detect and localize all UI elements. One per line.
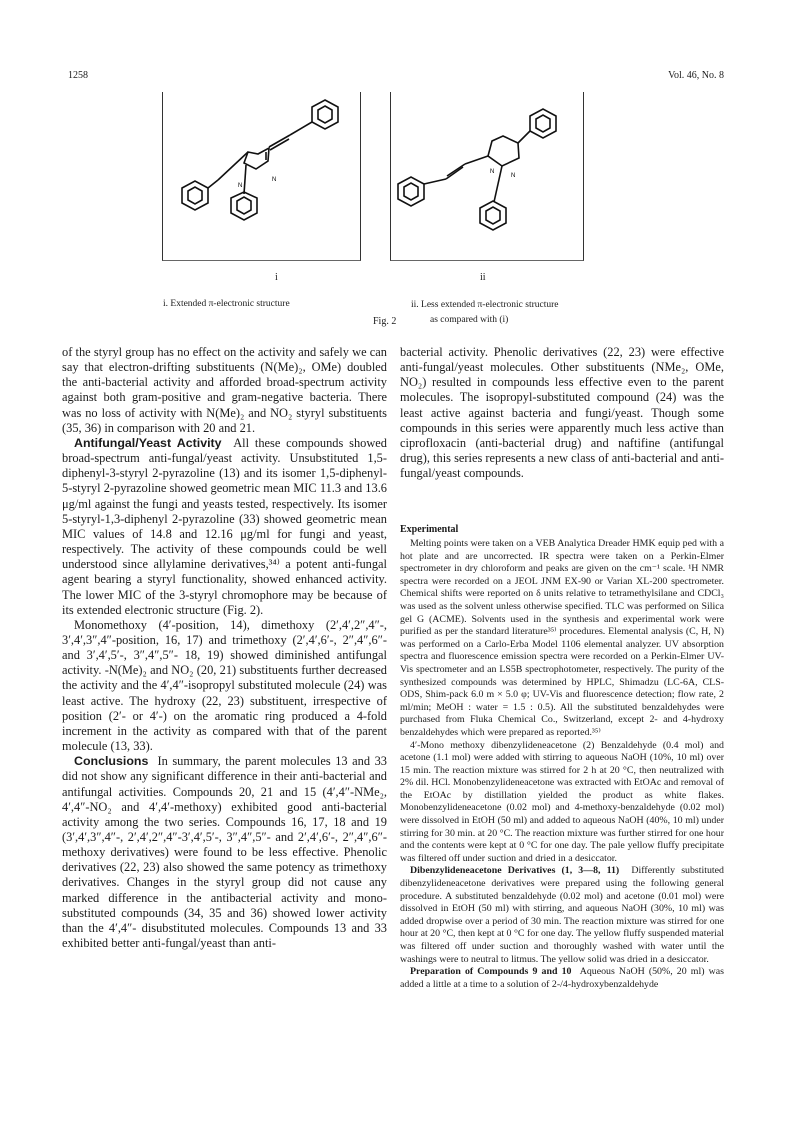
section-heading: Antifungal/Yeast Activity — [74, 435, 222, 450]
atom-label-n: N — [490, 169, 495, 175]
section-heading: Conclusions — [74, 754, 149, 769]
paragraph-body: All these compounds showed broad-spectrum anti-fungal/yeast activity. Unsubstituted 1,5-diphenyl-3-styryl 2-pyrazoline (13) and its isomer 1,5-diphenyl-5-styryl 2-pyrazoline showed geometric mean MIC 11.3 and 13.6 μg/ml against the fungi and yeasts tested, respectively. Its isomer 5-styryl-1,3-diphenyl 2-pyrazoline (33) showed geometric mean MIC values of 14.8 and 12.16 μg/ml for fungi and yeast, respectively. The activity of these compounds could be well understood since allylamine derivatives,³⁴⁾ a potent anti-fungal agent bearing a styryl functionality, showed enhanced activity. The lower MIC of the 3-styryl chromophore may be because of its extended electronic structure (Fig. 2). — [62, 435, 387, 617]
atom-label-n: N — [272, 177, 277, 183]
left-column — [62, 345, 387, 951]
subsection-heading: Preparation of Compounds 9 and 10 — [410, 966, 572, 978]
paragraph — [62, 436, 387, 618]
paragraph: bacterial activity. Phenolic derivatives (22, 23) were effective anti-fungal/yeast molecules. Other substituents (NMe₂, OMe, NO₂) resulted in compounds less effective even to the parent molecules. The isopropyl-substituted compound (24) was the least active against bacteria and fungi/yeast. Though some compounds in this series were apparently much less active than ciprofloxacin (anti-bacterial drug) and naftifine (antifungal drug), this series represents a new class of anti-bacterial and anti-fungal/yeast compounds. — [400, 345, 724, 481]
paragraph-body: Aqueous NaOH (50%, 20 ml) was added a little at a time to a solution of 2-/4-hydroxybenzaldehyde — [400, 966, 724, 990]
paragraph: of the styryl group has no effect on the activity and safely we can say that electron-drifting substituents (N(Me)₂, OMe) doubled the anti-bacterial activity and afforded broad-spectrum activity against both gram-positive and gram-negative bacteria. There was no loss of activity with N(Me)₂ and NO₂ styryl substituents (35, 36) in comparison with 20 and 21. — [62, 345, 387, 435]
structure-ii-drawing — [390, 92, 582, 260]
atom-label-n: N — [511, 173, 516, 179]
paragraph: 4′-Mono methoxy dibenzylideneacetone (2) Benzaldehyde (0.4 mol) and acetone (1.1 mol) were added with stirring to aqueous NaOH (10%, 10 ml) over 15 min. The reaction mixture was stirred for 2 h at 20 °C, then neutralized with 2% dil. HCl. Monobenzylideneacetone was extracted with EtOAc and removal of the EtOAc by distillation yielded the product as white flakes. Monobenzylideneacetone (0.02 mol) and 4-methoxy-benzaldehyde (0.02 mol) were dissolved in EtOH (50 ml) and added to aqueous NaOH (40%, 10 ml) under stirring for 30 min. at 20 °C. The reaction mixture was further stirred for one hour and the contents were kept at 0 °C for one day. The pale yellow fluffy precipitate was filtered off under suction and dried in a desiccator. — [400, 739, 724, 864]
section-heading: Experimental — [400, 524, 459, 535]
figure-label: Fig. 2 — [373, 316, 397, 327]
page-number: 1258 — [68, 70, 88, 81]
paragraph-body: Differently substituted dibenzylideneacetone derivatives were prepared using the following general procedure. A substituted benzaldehyde (0.02 mol) and acetone (0.01 mol) were dissolved in EtOH (50 ml) with stirring, and aqueous NaOH (30%, 10 ml) was added dropwise over a period of 30 min. The reaction mixture was stirred for one hour at 20 °C, then kept at 0 °C for one day. The yellow fluffy suspended material was filtered off under suction and thoroughly washed with water until the washings were to neutral to litmus. The yellow solid was dried in a desiccator. — [400, 865, 724, 965]
structure-i-drawing — [162, 92, 359, 260]
paragraph: Melting points were taken on a VEB Analytica Dreader HMK equip ped with a hot plate and are uncorrected. IR spectra were taken on a Perkin-Elmer spectrometer in dry chloroform and peaks are given on the cm⁻¹ scale. ¹H NMR spectra were recorded on a JEOL JNM EX-90 or Varian XL-200 spectrometer. Chemical shifts were reported on δ units relative to tetramethylsilane and CDCl₃ was used as the solvent unless otherwise specified. TLC was performed on Silica gel G (ACME). Solvents used in the synthesis and experimental work were purified as per the standard literature³⁵⁾ procedures. Elemental analysis (C, H, N) was performed on a Carlo-Erba Model 1106 elemental analyzer. UV absorption spectra and fluorescence emission spectra were recorded on a Perkin-Elmer UV-Vis spectrometer and an LS5B spectrophotometer, respectively. The purity of the synthesized compounds was determined by HPLC, Shimadzu (LC-6A, CLS-ODS, Shim-pack 6.0 m × 5.0 φ; UV-Vis and fluorescence detection; flow rate, 2 ml/min; MeOH : water = 1.5 : 0.5). All the substituted benzaldehydes were purchased from Fluka Chemical Co., Switzerland, except 2- and 4-hydroxy benzaldehydes which were prepared as reported.³⁵⁾ — [400, 538, 724, 738]
caption-i: i. Extended π-electronic structure — [163, 299, 290, 309]
structure-label-ii: ii — [480, 272, 486, 283]
paragraph — [400, 966, 724, 991]
caption-ii-line1: ii. Less extended π-electronic structure — [411, 300, 559, 310]
experimental-section — [400, 524, 724, 991]
atom-label-n: N — [238, 183, 243, 189]
volume-label: Vol. 46, No. 8 — [668, 70, 724, 81]
structure-label-i: i — [275, 272, 278, 283]
subsection-heading: Dibenzylideneacetone Derivatives (1, 3—8, 11) — [410, 865, 620, 877]
phenyl-ring — [312, 100, 338, 129]
right-column — [400, 345, 724, 481]
paragraph — [62, 754, 387, 951]
paragraph-body: In summary, the parent molecules 13 and 33 did not show any significant difference in their anti-bacterial and antifungal activities. Compounds 20, 21 and 15 (4′,4″-NMe₂, 4′,4″-NO₂ and 4′,4′-methoxy) exhibited good anti-bacterial activity among the two series. Compounds 16, 17, 18 and 19 (3′,4′,3″,4″-, 2′,4′,2″,4″-3′,4′,5′-, 3″,4″,5″- and 2′,4′,6′-, 2″,4″,6″-methoxy derivatives) were found to be less effective. Phenolic derivatives (22, 23) also showed the same potency as trimethoxy derivatives. Changes in the styryl group did not cause any marked difference in the antibacterial activity and mono-substituted compounds (34, 35 and 36) showed lower activity than the 4′,4″- disubstituted molecules. Compounds 13 and 33 exhibited better anti-fungal/yeast than anti- — [62, 754, 387, 951]
paragraph — [400, 865, 724, 966]
paragraph: Monomethoxy (4′-position, 14), dimethoxy (2′,4′,2″,4″-, 3′,4′,3″,4″-position, 16, 17) and trimethoxy (2′,4′,6′-, 2″,4″,6″- and 3′,4′,5′-, 3″,4″,5″- 18, 19) showed diminished antifungal activity. -N(Me)₂ and NO₂ (20, 21) substituents further decreased the activity and the 4′,4″-isopropyl substituted molecule (24) was least active. The hydroxy (22, 23) substituent, irrespective of position (2′- or 4′-) on the aromatic ring produced a 4-fold increment in the activity as compared with that of the parent molecule (13, 33). — [62, 617, 387, 754]
caption-ii-line2: as compared with (i) — [430, 315, 509, 325]
